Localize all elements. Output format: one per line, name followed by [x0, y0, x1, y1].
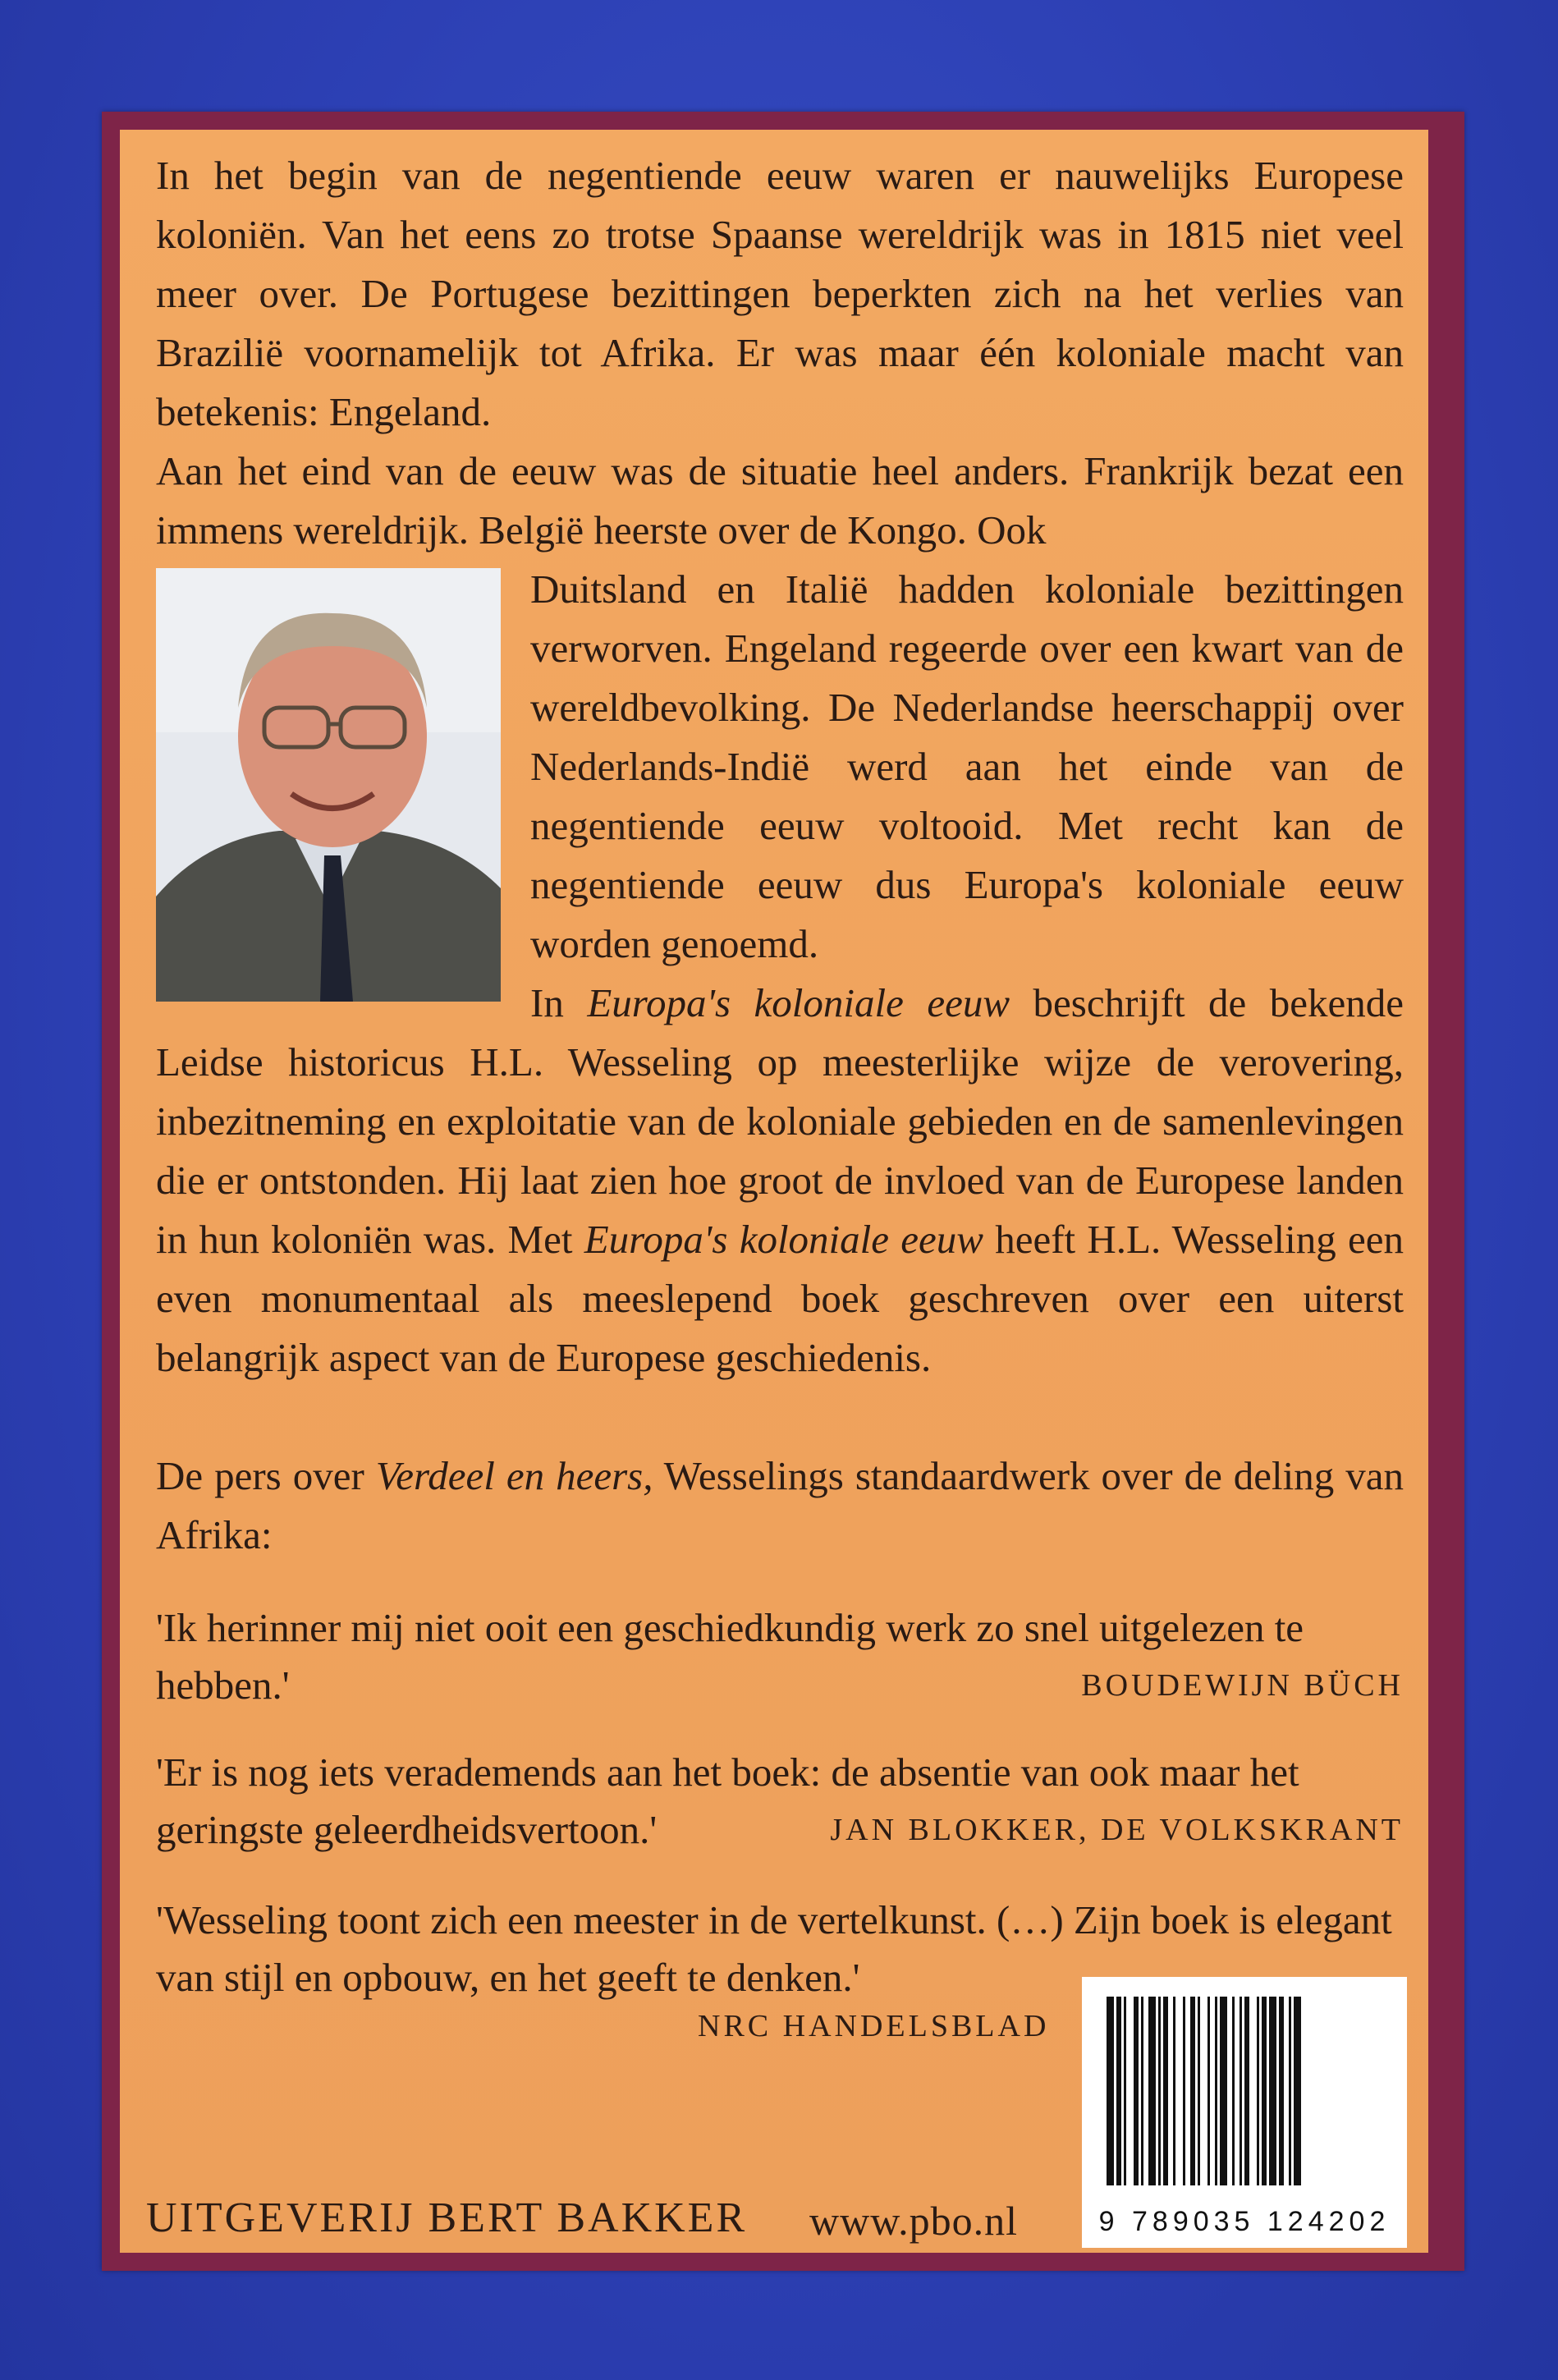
barcode-bar	[1294, 1997, 1301, 2185]
barcode-bars	[1082, 1977, 1407, 2199]
barcode-bar	[1190, 1997, 1195, 2185]
press-quote-1	[156, 1599, 1404, 1714]
quote-source: NRC HANDELSBLAD	[698, 2009, 1050, 2043]
barcode-bar	[1257, 1997, 1259, 2185]
barcode-bar	[1262, 1997, 1267, 2185]
quote-source: BOUDEWIJN BÜCH	[1081, 1668, 1404, 1703]
barcode-bar	[1148, 1997, 1156, 2185]
p3-lead: In	[530, 980, 564, 1025]
barcode-bar	[1240, 1997, 1242, 2185]
publisher-name: UITGEVERIJ BERT BAKKER	[146, 2194, 748, 2241]
quote-text: 'Er is nog iets verademends aan het boek: de absentie van ook maar het geringste geleerdheidsvertoon.'	[156, 1749, 1299, 1852]
publisher-website: www.pbo.nl	[809, 2198, 1018, 2244]
barcode-bar	[1232, 1997, 1235, 2185]
press-quote-2	[156, 1744, 1404, 1859]
barcode-bar	[1198, 1997, 1200, 2185]
blurb-flow	[156, 560, 1404, 1387]
barcode-bar	[1220, 1997, 1227, 2185]
blurb-paragraph-3	[156, 974, 1404, 1387]
isbn-digits: 9 789035 124202	[1098, 2206, 1391, 2237]
press-intro	[156, 1447, 1404, 1565]
book-title-2: Europa's koloniale eeuw	[584, 1217, 983, 1262]
barcode-bar	[1289, 1997, 1291, 2185]
barcode-bar	[1158, 1997, 1161, 2185]
p3-end: heeft H.L. Wesseling een even monumentaal als meeslepend boek geschreven over een uiterst belangrijk aspect van de Europese geschiedenis.	[156, 1217, 1404, 1380]
barcode-bar	[1183, 1997, 1185, 2185]
press-book-title: Verdeel en heers,	[375, 1453, 653, 1498]
barcode-bar	[1173, 1997, 1175, 2185]
p3-mid: beschrijft de bekende Leidse historicus H.L. Wesseling op meesterlijke wijze de verovering, inbezitneming en exploitatie van de koloniale gebieden en de samenlevingen die er ontstonden. Hij laat zien hoe groot de invloed van de Europese landen in hun koloniën was. Met	[156, 980, 1404, 1262]
blurb-paragraph-2-rest: Duitsland en Italië hadden koloniale bezittingen verworven. Engeland regeerde over een kwart van de wereldbevolking. De Nederlandse heerschappij over Nederlands-Indië werd aan het einde van de negentiende eeuw voltooid. Met recht kan de negentiende eeuw dus Europa's koloniale eeuw worden genoemd.	[530, 566, 1404, 966]
barcode-bar	[1215, 1997, 1217, 2185]
barcode-bar	[1107, 1997, 1114, 2185]
quote-source: JAN BLOKKER, DE VOLKSKRANT	[830, 1813, 1404, 1847]
barcode-bar	[1244, 1997, 1249, 2185]
isbn-barcode	[1082, 1977, 1407, 2248]
press-intro-end: Wesselings standaardwerk over de deling van Afrika:	[156, 1453, 1404, 1557]
barcode-bar	[1279, 1997, 1284, 2185]
barcode-bar	[1141, 1997, 1143, 2185]
barcode-bar	[1116, 1997, 1121, 2185]
barcode-bar	[1134, 1997, 1139, 2185]
quote-text: 'Ik herinner mij niet ooit een geschiedkundig werk zo snel uitgelezen te hebben.'	[156, 1605, 1304, 1708]
press-intro-lead: De pers over	[156, 1453, 364, 1498]
blurb-paragraph-1: In het begin van de negentiende eeuw waren er nauwelijks Europese koloniën. Van het eens zo trotse Spaanse wereldrijk was in 1815 niet veel meer over. De Portugese bezittingen beperkten zich na het verlies van Brazilië voornamelijk tot Afrika. Er was maar één koloniale macht van betekenis: Engeland.	[156, 153, 1404, 434]
author-photo	[156, 568, 501, 1002]
quote-text: 'Wesseling toont zich een meester in de vertelkunst. (…) Zijn boek is elegant van stijl en opbouw, en het geeft te denken.'	[156, 1897, 1392, 2000]
barcode-bar	[1207, 1997, 1210, 2185]
barcode-bar	[1269, 1997, 1276, 2185]
barcode-bar	[1124, 1997, 1126, 2185]
barcode-bar	[1163, 1997, 1168, 2185]
book-title-1: Europa's koloniale eeuw	[587, 980, 1010, 1025]
blurb-paragraph-2-intro: Aan het eind van de eeuw was de situatie heel anders. Frankrijk bezat een immens wereldrijk. België heerste over de Kongo. Ook	[156, 448, 1404, 553]
